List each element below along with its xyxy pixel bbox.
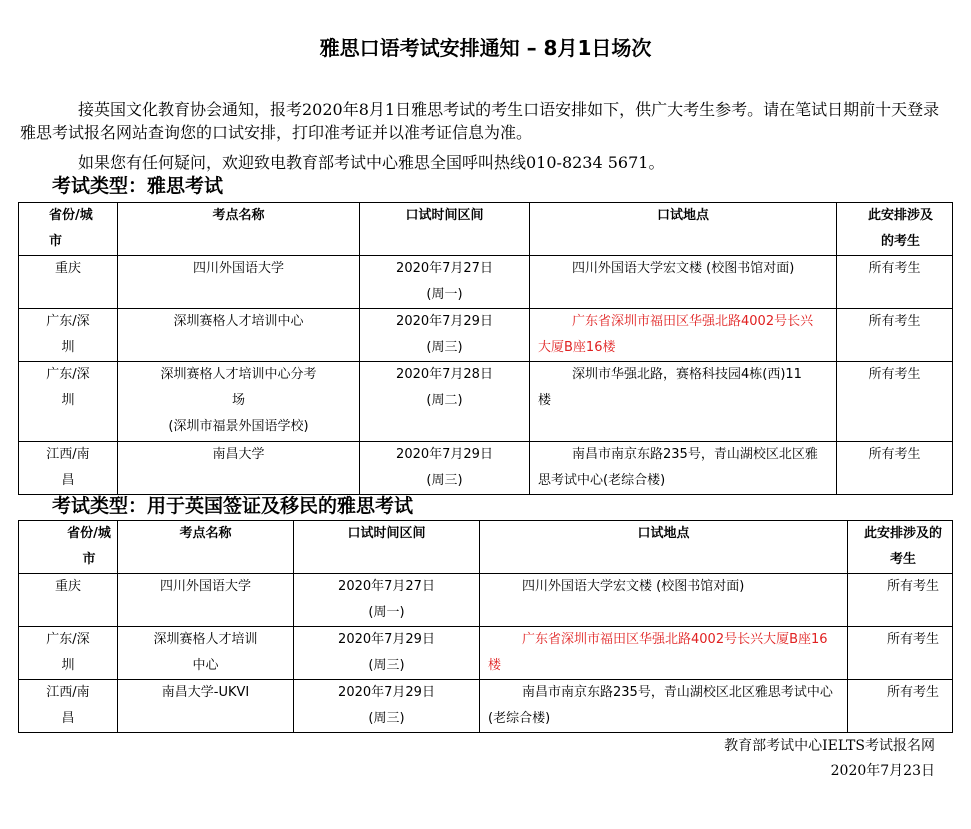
table-row [19, 574, 953, 627]
footer-organization: 教育部考试中心IELTS考试报名网 [724, 738, 935, 754]
header-scope: 此安排涉及的考生 [848, 521, 953, 574]
cell-venue: 南昌大学-UKVI [118, 680, 294, 733]
table-row [19, 362, 953, 442]
cell-location: 南昌市南京东路235号，青山湖校区北区雅思考试中心(老综合楼) [530, 442, 837, 495]
cell-city: 广东/深圳 [19, 362, 118, 442]
cell-city: 广东/深圳 [19, 309, 118, 362]
cell-scope: 所有考生 [848, 574, 953, 627]
table-row [19, 256, 953, 309]
cell-scope: 所有考生 [837, 362, 953, 442]
cell-scope: 所有考生 [837, 309, 953, 362]
footer-date: 2020年7月23日 [830, 763, 935, 779]
cell-time: 2020年7月27日 (周一) [360, 256, 530, 309]
cell-city: 江西/南昌 [19, 442, 118, 495]
header-location: 口试地点 [530, 203, 837, 256]
header-venue: 考点名称 [118, 521, 294, 574]
cell-location-highlight: 广东省深圳市福田区华强北路4002号长兴大厦B座16楼 [530, 309, 837, 362]
header-location: 口试地点 [480, 521, 848, 574]
cell-venue: 四川外国语大学 [118, 256, 360, 309]
cell-venue: 四川外国语大学 [118, 574, 294, 627]
table-row [19, 309, 953, 362]
section-heading-ielts: 考试类型：雅思考试 [52, 175, 224, 197]
schedule-table-ielts [18, 202, 953, 495]
header-scope: 此安排涉及的考生 [837, 203, 953, 256]
header-time: 口试时间区间 [294, 521, 480, 574]
cell-location: 南昌市南京东路235号，青山湖校区北区雅思考试中心(老综合楼) [480, 680, 848, 733]
cell-scope: 所有考生 [837, 256, 953, 309]
cell-location: 深圳市华强北路，赛格科技园4栋(西)11楼 [530, 362, 837, 442]
cell-scope: 所有考生 [837, 442, 953, 495]
table-header-row [19, 521, 953, 574]
table-row [19, 680, 953, 733]
table-row [19, 627, 953, 680]
cell-city: 重庆 [19, 256, 118, 309]
cell-time: 2020年7月27日 (周一) [294, 574, 480, 627]
cell-time: 2020年7月29日 (周三) [360, 442, 530, 495]
cell-time: 2020年7月28日 (周二) [360, 362, 530, 442]
cell-venue: 南昌大学 [118, 442, 360, 495]
table-row [19, 442, 953, 495]
cell-scope: 所有考生 [848, 627, 953, 680]
header-time: 口试时间区间 [360, 203, 530, 256]
cell-venue: 深圳赛格人才培训中心分考场 (深圳市福景外国语学校) [118, 362, 360, 442]
cell-time: 2020年7月29日 (周三) [294, 680, 480, 733]
header-venue: 考点名称 [118, 203, 360, 256]
cell-venue: 深圳赛格人才培训中心 [118, 309, 360, 362]
header-city: 省份/城市 [19, 521, 118, 574]
intro-paragraph: 接英国文化教育协会通知，报考2020年8月1日雅思考试的考生口语安排如下，供广大考生参考。请在笔试日期前十天登录雅思考试报名网站查询您的口试安排，打印准考证并以准考证信息为准。 [20, 100, 940, 142]
section-heading-ukvi: 考试类型：用于英国签证及移民的雅思考试 [52, 495, 414, 517]
hotline-paragraph: 如果您有任何疑问，欢迎致电教育部考试中心雅思全国呼叫热线010-8234 5671。 [78, 153, 665, 172]
cell-city: 江西/南昌 [19, 680, 118, 733]
cell-time: 2020年7月29日 (周三) [360, 309, 530, 362]
page-title: 雅思口语考试安排通知 – 8月1日场次 [319, 36, 652, 60]
table-header-row [19, 203, 953, 256]
header-city: 省份/城市 [19, 203, 118, 256]
cell-venue: 深圳赛格人才培训中心 [118, 627, 294, 680]
cell-location: 四川外国语大学宏文楼 (校图书馆对面) [530, 256, 837, 309]
cell-city: 重庆 [19, 574, 118, 627]
cell-location-highlight: 广东省深圳市福田区华强北路4002号长兴大厦B座16楼 [480, 627, 848, 680]
cell-location: 四川外国语大学宏文楼 (校图书馆对面) [480, 574, 848, 627]
cell-scope: 所有考生 [848, 680, 953, 733]
cell-time: 2020年7月29日 (周三) [294, 627, 480, 680]
cell-city: 广东/深圳 [19, 627, 118, 680]
schedule-table-ukvi [18, 520, 953, 733]
